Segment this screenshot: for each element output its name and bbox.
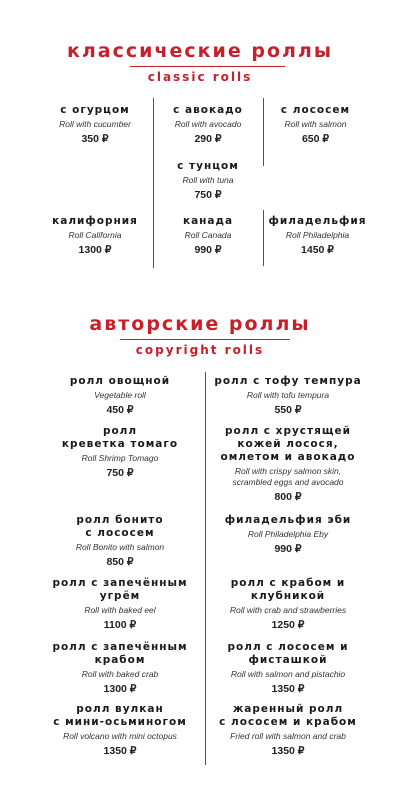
item-price: 1300 ₽ <box>103 683 137 695</box>
item-english: Fried roll with salmon and crab <box>230 731 346 741</box>
menu-item <box>263 104 368 146</box>
item-price: 550 ₽ <box>274 404 302 416</box>
item-name: калифорния <box>52 215 138 227</box>
item-price: 800 ₽ <box>274 491 302 503</box>
item-name: жаренный ролл с лососем и крабом <box>219 703 357 728</box>
item-english: Roll with baked eel <box>84 605 156 615</box>
item-name: ролл с запечённым крабом <box>52 641 188 666</box>
item-name: канада <box>182 215 234 227</box>
menu-item <box>40 577 200 632</box>
menu-item <box>153 160 263 202</box>
item-english: Roll with baked crab <box>81 669 159 679</box>
item-price: 1350 ₽ <box>103 745 137 757</box>
item-english: Roll volcano with mini octopus <box>63 731 177 741</box>
menu-item <box>208 425 368 504</box>
item-price: 1100 ₽ <box>103 619 137 631</box>
classic-title: классические роллы <box>66 40 334 62</box>
item-name: с лососем <box>280 104 351 116</box>
item-price: 990 ₽ <box>194 244 222 256</box>
item-english: Roll with tofu tempura <box>246 390 330 400</box>
item-english: Roll with cucumber <box>59 119 131 129</box>
item-english: Roll with avocado <box>174 119 242 129</box>
menu-item <box>40 215 150 257</box>
item-name: филадельфия <box>268 215 367 227</box>
item-price: 290 ₽ <box>194 133 222 145</box>
menu-item <box>260 215 375 257</box>
item-price: 1350 ₽ <box>271 683 305 695</box>
item-english: Roll Canada <box>184 230 232 240</box>
item-name: ролл бонито с лососем <box>76 514 164 539</box>
item-price: 1350 ₽ <box>271 745 305 757</box>
item-name: с тунцом <box>177 160 239 172</box>
author-subtitle: copyright rolls <box>135 343 265 357</box>
menu-item <box>208 577 368 632</box>
item-english: Roll with salmon <box>284 119 347 129</box>
item-name: филадельфия эби <box>224 514 352 526</box>
item-name: ролл с запечённым угрём <box>52 577 188 602</box>
menu-item <box>208 703 368 758</box>
item-english: Roll with salmon and pistachio <box>230 669 346 679</box>
item-price: 450 ₽ <box>106 404 134 416</box>
item-name: ролл с крабом и клубникой <box>230 577 346 602</box>
menu-item <box>153 104 263 146</box>
item-price: 1250 ₽ <box>271 619 305 631</box>
item-english: Roll California <box>68 230 122 240</box>
item-english: Roll Bonito with salmon <box>75 542 165 552</box>
menu-item <box>208 641 368 696</box>
item-name: ролл с хрустящей кожей лосося, омлетом и авокадо <box>220 425 356 463</box>
item-english: Roll with tuna <box>182 175 234 185</box>
item-english: Roll Philadelphia <box>285 230 350 240</box>
item-name: с авокадо <box>173 104 243 116</box>
item-english: Roll with crab and strawberries <box>229 605 347 615</box>
menu-item <box>40 641 200 696</box>
item-price: 990 ₽ <box>274 543 302 555</box>
menu-item <box>40 703 200 758</box>
classic-title-divider <box>130 66 285 67</box>
item-english: Vegetable roll <box>94 390 146 400</box>
item-english: Roll Philadelphia Eby <box>247 529 329 539</box>
classic-subtitle: classic rolls <box>147 70 253 84</box>
item-name: ролл с лососем и фисташкой <box>227 641 349 666</box>
item-name: ролл вулкан с мини-осьминогом <box>53 703 187 728</box>
author-column-divider <box>205 372 206 765</box>
item-price: 1450 ₽ <box>301 244 334 256</box>
menu-item <box>208 514 368 556</box>
author-title: авторские роллы <box>89 313 311 335</box>
item-name: ролл овощной <box>69 375 171 387</box>
item-price: 750 ₽ <box>194 189 222 201</box>
menu-item <box>40 514 200 569</box>
item-name: ролл с тофу темпура <box>214 375 362 387</box>
item-price: 750 ₽ <box>106 467 134 479</box>
menu-item <box>153 215 263 257</box>
item-price: 850 ₽ <box>106 556 134 568</box>
author-title-divider <box>120 339 290 340</box>
menu-item <box>40 375 200 417</box>
menu-item <box>40 104 150 146</box>
item-name: ролл креветка томаго <box>61 425 179 450</box>
menu-item <box>208 375 368 417</box>
item-price: 1300 ₽ <box>78 244 112 256</box>
item-name: с огурцом <box>60 104 130 116</box>
item-english: Roll Shrimp Tomago <box>81 453 159 463</box>
item-price: 350 ₽ <box>81 133 109 145</box>
item-price: 650 ₽ <box>301 133 330 145</box>
item-english: Roll with crispy salmon skin, scrambled eggs and avocado <box>232 466 344 487</box>
menu-item <box>40 425 200 480</box>
